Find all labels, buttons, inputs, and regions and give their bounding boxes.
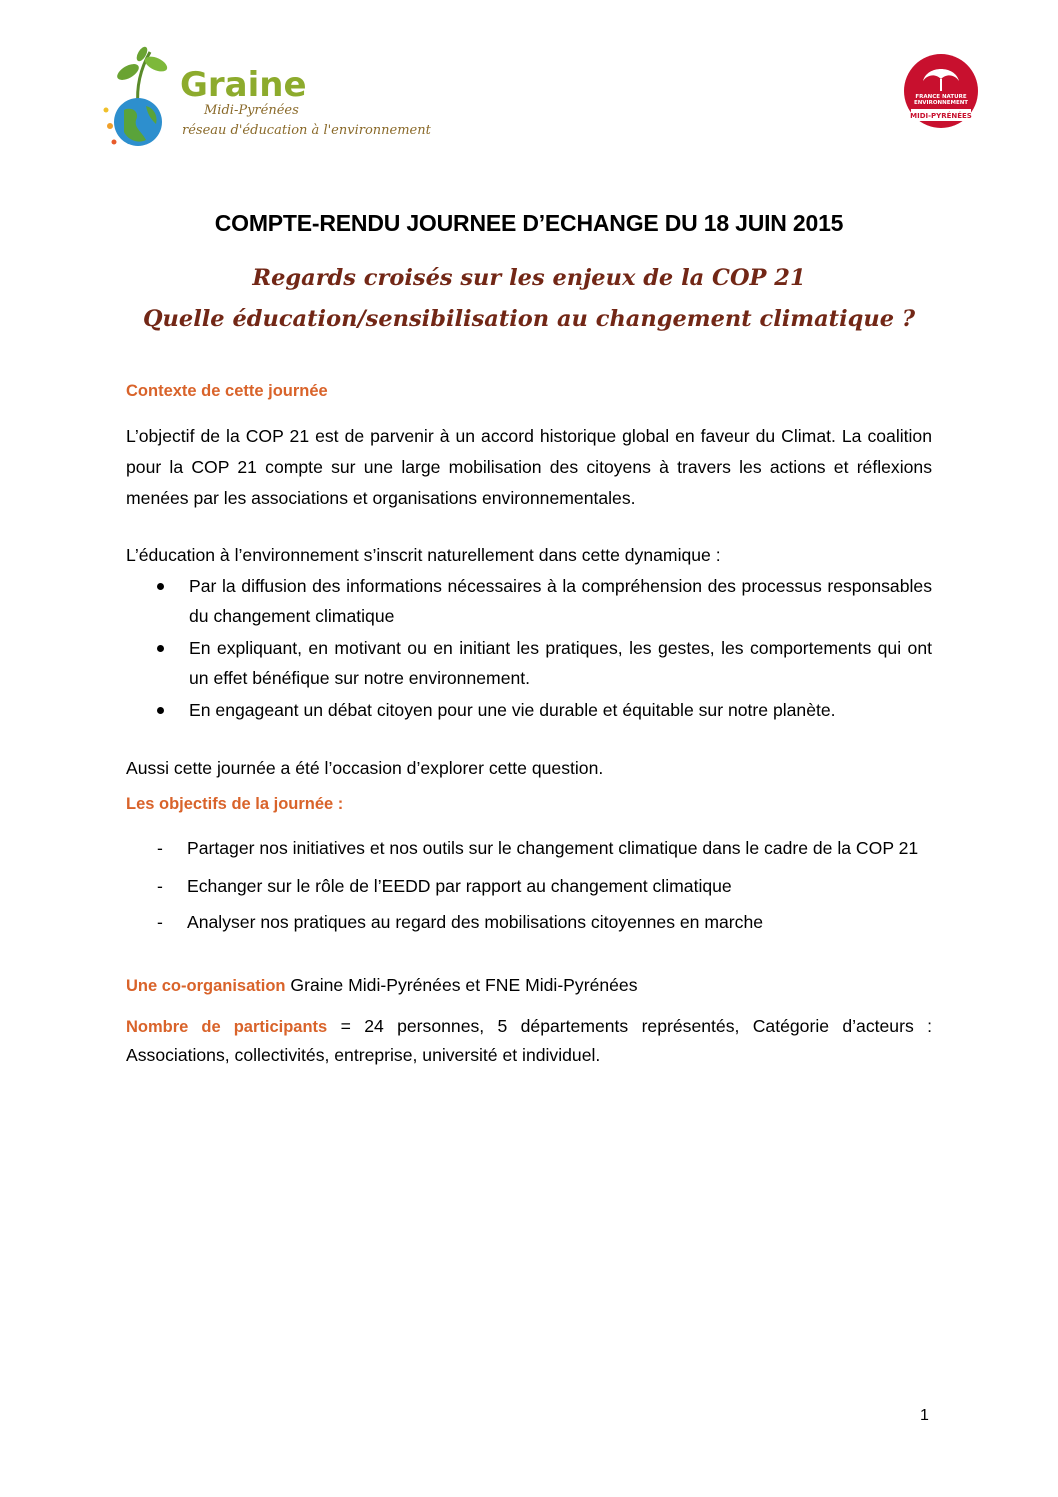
graine-logo — [98, 44, 438, 152]
participants-paragraph — [126, 1012, 932, 1069]
page-number: 1 — [920, 1407, 929, 1424]
fne-logo-line1: FRANCE NATURE — [915, 94, 967, 100]
graine-logo-region: Midi-Pyrénées — [204, 103, 299, 118]
organisation-paragraph — [126, 970, 932, 1002]
graine-logo-name: Graine — [180, 65, 307, 105]
section-heading-objectifs: Les objectifs de la journée : — [126, 795, 344, 813]
list-item: - Partager nos initiatives et nos outils sur le changement climatique dans le cadre de la COP 21 — [126, 835, 932, 861]
graine-logo-tagline: réseau d'éducation à l'environnement — [182, 123, 431, 138]
document-title: COMPTE-RENDU JOURNEE D’ECHANGE DU 18 JUIN 2015 — [214, 210, 844, 236]
contexte-paragraph-1: L’objectif de la COP 21 est de parvenir à un accord historique global en faveur du Climat. La coalition pour la COP 21 compte sur une large mobilisation des citoyens à travers les actions et réflexions menées par les associations et organisations environnementales. — [126, 426, 932, 508]
section-heading-contexte: Contexte de cette journée — [126, 382, 328, 400]
objectifs-list — [126, 835, 932, 935]
contexte-paragraph-2: L’éducation à l’environnement s’inscrit naturellement dans cette dynamique : — [126, 545, 721, 565]
participants-text: = 24 personnes, 5 départements représentés, Catégorie d’acteurs : Associations, collectivités, entreprise, université et individuel. — [126, 1016, 932, 1065]
organisation-text: Graine Midi-Pyrénées et FNE Midi-Pyrénées — [285, 975, 638, 995]
participants-label: Nombre de participants — [126, 1018, 328, 1036]
bullet-icon — [157, 583, 164, 590]
subtitle-line-2: Quelle éducation/sensibilisation au changement climatique ? — [142, 306, 916, 332]
fne-logo — [903, 53, 979, 129]
list-item: - Analyser nos pratiques au regard des mobilisations citoyennes en marche — [126, 909, 932, 935]
contexte-bullet-list — [126, 571, 932, 725]
list-item: En expliquant, en motivant ou en initiant les pratiques, les gestes, les comportements qui ont un effet bénéfique sur notre environnement. — [126, 633, 932, 693]
dash-icon: - — [157, 876, 163, 896]
dash-icon: - — [157, 838, 163, 858]
fne-logo-line2: ENVIRONNEMENT — [913, 100, 969, 106]
fne-logo-region: MIDI-PYRÉNÉES — [910, 112, 972, 120]
contexte-paragraph-3: Aussi cette journée a été l’occasion d’explorer cette question. — [126, 758, 604, 778]
list-item: En engageant un débat citoyen pour une vie durable et équitable sur notre planète. — [126, 695, 932, 725]
dash-icon: - — [157, 912, 163, 932]
bullet-icon — [157, 645, 164, 652]
list-item: - Echanger sur le rôle de l’EEDD par rapport au changement climatique — [126, 873, 932, 899]
bullet-icon — [157, 707, 164, 714]
list-item: Par la diffusion des informations nécessaires à la compréhension des processus responsables du changement climatique — [126, 571, 932, 631]
organisation-label: Une co-organisation — [126, 977, 286, 995]
subtitle-line-1: Regards croisés sur les enjeux de la COP 21 — [252, 265, 806, 291]
